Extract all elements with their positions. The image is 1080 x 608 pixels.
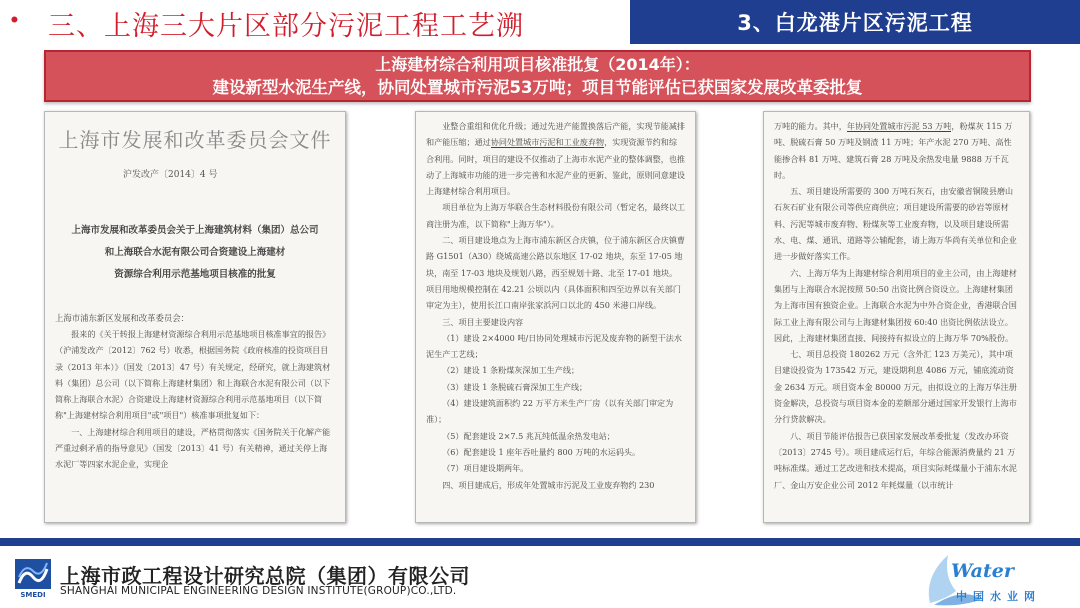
subsection-tab bbox=[630, 0, 1080, 44]
footer-divider bbox=[0, 538, 1080, 546]
document-paragraph: （4）建设建筑面积约 22 万平方米生产厂房（以有关部门审定为准）； bbox=[426, 398, 674, 425]
document-page-3 bbox=[763, 111, 1030, 523]
banner-line-2: 建设新型水泥生产线，协同处置城市污泥53万吨；项目节能评估已获国家发展改革委批复 bbox=[212, 78, 863, 97]
text-span: ，实现资源节约和综合利用。同时，项目的建设不仅推动了上海市水泥产业的整体调整，也推动了上海城市功能的进一步完善和水泥产业的更新、鉴此，原则同意建设上海建材综合利用项目。 bbox=[426, 137, 686, 197]
watermark-word: Water bbox=[951, 560, 1014, 582]
text-span: 业整合重组和优化升级；通过先进产能置换落后产能，实现节能减排和产能压缩；通过 bbox=[426, 121, 686, 148]
document-paragraph: 七、项目总投资 180262 万元（含外汇 123 万美元），其中项目建设投资为 173542 万元，建设期利息 4086 万元，铺底流动资金 2634 万元。项目资本金 80000 万元，由拟设立的上海万华注册资金解决，总投资与项目资本金的差额部分通过国家开发银行上海市分行贷款解决。 bbox=[774, 349, 1017, 425]
document-paragraph: 五、项目建设所需要的 300 万吨石灰石，由安徽省铜陵县磨山石灰石矿业有限公司等供应商供应；项目建设所需要的砂岩等原材料、污泥等城市废弃物、粉煤灰等工业废弃物，以及项目建设所需水、电、煤、通讯、道路等公辅配套，请上海万华尚有关单位和企业进一步做好落实工作。 bbox=[774, 186, 1017, 262]
document-number: 沪发改产〔2014〕4 号 bbox=[123, 170, 218, 180]
logo-text: SMEDI bbox=[20, 591, 46, 599]
section-title: 三、上海三大片区部分污泥工程工艺溯 bbox=[48, 11, 524, 42]
text-span: 万吨的能力。其中， bbox=[774, 121, 847, 131]
document-paragraph: 四、项目建成后，形成年处置城市污泥及工业废弃物约 230 bbox=[442, 479, 655, 490]
document-title-line: 和上海联合水泥有限公司合资建设上海建材 bbox=[104, 247, 286, 258]
highlighted-phrase: 协同处置城市污泥和工业废弃物 bbox=[490, 137, 605, 148]
document-page-2 bbox=[415, 111, 696, 523]
document-paragraph: 三、项目主要建设内容 bbox=[442, 316, 524, 327]
document-letterhead: 上海市发展和改革委员会文件 bbox=[58, 128, 332, 152]
document-paragraph bbox=[426, 118, 685, 199]
top-bar bbox=[0, 0, 1080, 44]
document-paragraph: （1）建设 2×4000 吨/日协同处理城市污泥及废弃物的新型干法水泥生产工艺线； bbox=[426, 332, 682, 360]
document-title bbox=[55, 220, 335, 286]
text-span: ，粉煤灰 115 万吨、脱硫石膏 50 万吨及钢渣 11 万吨；年产水泥 270 万吨、高性能掺合料 81 万吨、建筑石膏 28 万吨及余热发电量 9888 万千瓦时。 bbox=[774, 121, 1013, 180]
smedi-logo-icon bbox=[13, 557, 53, 599]
document-page-1 bbox=[44, 111, 346, 523]
subsection-tab-label: 3、白龙港片区污泥工程 bbox=[737, 11, 973, 35]
document-paragraph: 一、上海建材综合利用项目的建设，严格贯彻落实《国务院关于化解产能严重过剩矛盾的指导意见》（国发〔2013〕41 号）有关精神，通过关停上海水泥厂等四家水泥企业，实现企 bbox=[55, 426, 331, 470]
bullet-icon: • bbox=[9, 11, 20, 31]
document-title-line: 资源综合利用示范基地项目核准的批复 bbox=[114, 269, 276, 280]
banner-line-1: 上海建材综合利用项目核准批复（2014年）： bbox=[375, 55, 700, 74]
organization-name-cn: 上海市政工程设计研究总院（集团）有限公司 bbox=[60, 564, 470, 588]
document-paragraph: （2）建设 1 条粉煤灰深加工生产线； bbox=[442, 365, 580, 376]
document-paragraph: 八、项目节能评估报告已获国家发展改革委批复（发改办环资〔2013〕2745 号）。项目建成运行后，年综合能源消费量约 21 万吨标准煤。通过工艺改进和技术提高，项目实际耗煤量小于浦东水泥厂、金山万安企业公司 2012 年耗煤量（以市统计 bbox=[774, 430, 1017, 490]
document-title-line: 上海市发展和改革委员会关于上海建筑材料（集团）总公司 bbox=[71, 225, 319, 236]
document-paragraph: 报来的《关于转报上海建材资源综合利用示范基地项目核准事宜的报告》（沪浦发改产〔2012〕762 号）收悉，根据国务院《政府核准的投资项目目录（2013 年本）》（国发〔2013〕47 号）有关规定，经研究，就上海建筑材料（集团）总公司（以下简称上海建材集团）和上海联合水泥有限公司（以下简称上海联合水泥）合资建设上海建材资源综合利用示范基地项目（以下简称"上海建材综合利用项目"或"项目"）核准事项批复如下： bbox=[55, 329, 331, 421]
document-paragraph: 二、项目建设地点为上海市浦东新区合庆镇，位于浦东新区合庆镇曹路 G1501（A30）绕城高速公路以东地区 17-02 地块，东至 17-05 地块，南至 17-03 地块及规划八路，西至规划十路、北至 17-01 地块。项目用地规模控制在 42.21 公顷以内（具体面积和四至边界以有关部门审定为主），使用长江口南岸张家浜河口以北的 450 米港口岸线。 bbox=[426, 235, 686, 311]
document-paragraph: （3）建设 1 条脱硫石膏深加工生产线； bbox=[442, 381, 588, 392]
summary-banner bbox=[44, 50, 1031, 102]
document-paragraph: （7）项目建设期两年。 bbox=[442, 463, 529, 474]
document-paragraph: 六、上海万华为上海建材综合利用项目的业主公司，由上海建材集团与上海联合水泥按照 50:50 出资比例合资设立。上海建材集团为上海市国有独资企业。上海联合水泥为中外合资企业，香港联合国际工业上海有限公司与上海建材集团按 60:40 出资比例依法设立。因此，上海建材集团直接、间接持有拟设立的上海万华 70%股份。 bbox=[774, 267, 1017, 343]
document-paragraph: 项目单位为上海万华联合生态材料股份有限公司（暂定名，最终以工商注册为准，以下简称"上海万华"）。 bbox=[426, 202, 686, 229]
document-recipient: 上海市浦东新区发展和改革委员会： bbox=[55, 313, 189, 323]
section-title-area bbox=[0, 0, 548, 44]
watermark-subtitle: 中国水业网 bbox=[956, 590, 1041, 603]
highlighted-phrase: 年协同处置城市污泥 53 万吨 bbox=[846, 121, 952, 131]
document-paragraph bbox=[774, 118, 1019, 183]
organization-name-en: SHANGHAI MUNICIPAL ENGINEERING DESIGN INSTITUTE(GROUP)CO.,LTD. bbox=[60, 585, 457, 597]
document-paragraph: （5）配套建设 2×7.5 兆瓦纯低温余热发电站； bbox=[442, 430, 615, 441]
document-paragraph: （6）配套建设 1 座年吞吐量约 800 万吨的水运码头。 bbox=[442, 446, 641, 457]
